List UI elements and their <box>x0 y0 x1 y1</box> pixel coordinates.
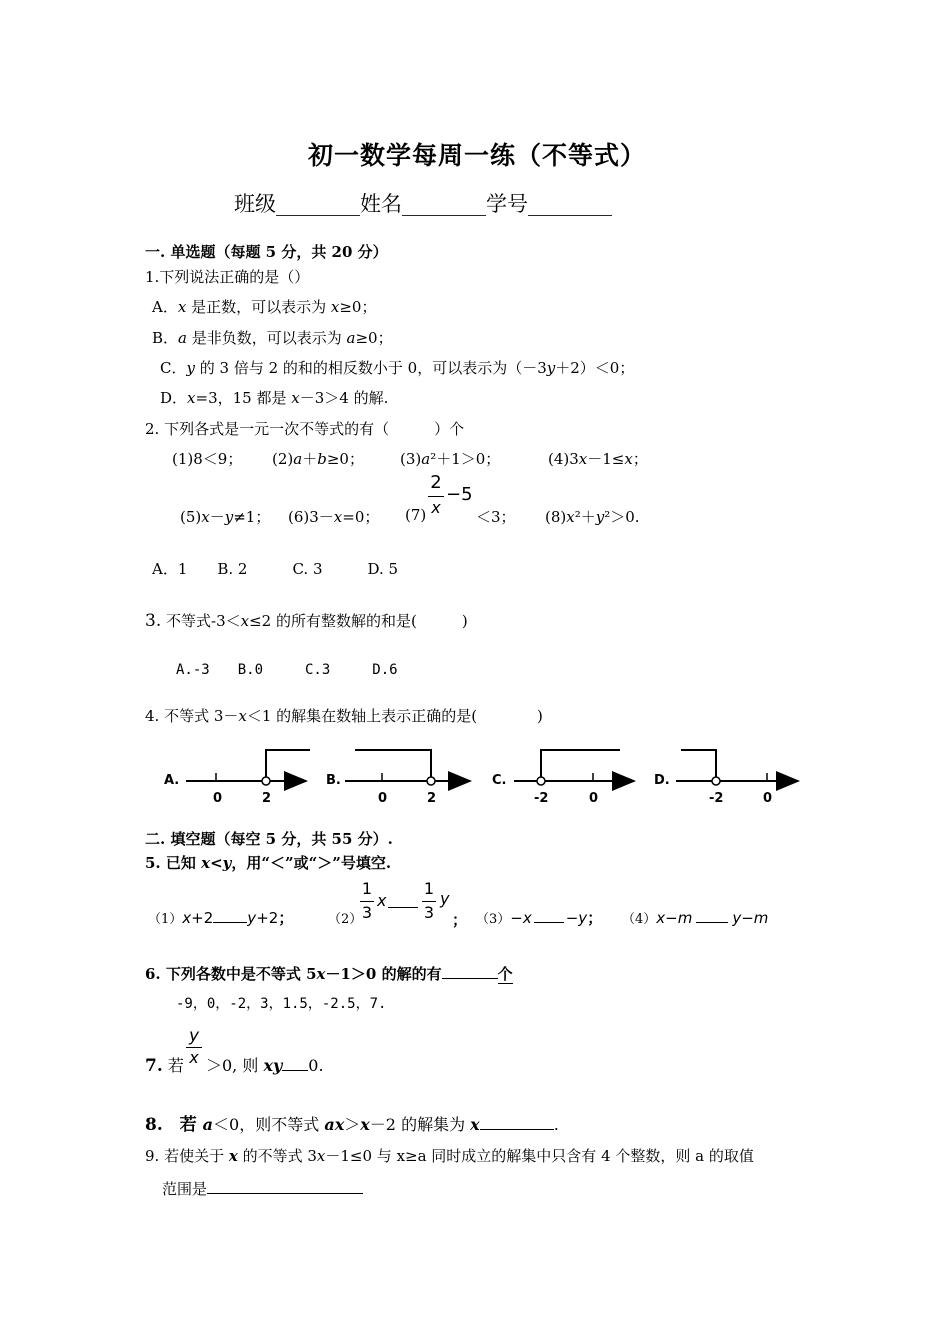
question-5-part-2-left-var: x <box>377 891 387 910</box>
question-9-line-2: 范围是 <box>162 1177 363 1199</box>
question-5-part-3: （3）−x −y； <box>476 906 602 928</box>
section-2-heading: 二. 填空题（每空 5 分，共 55 分）. <box>145 830 393 848</box>
question-5-stem: 5. 已知 x<y，用“＜”或“＞”号填空. <box>145 854 392 872</box>
number-line-a-tick-2: 2 <box>262 791 272 806</box>
question-5-part-1: （1）x+2 y+2； <box>148 906 293 928</box>
question-7-prefix: 7. 若 <box>145 1056 184 1076</box>
question-2-item-6: (6)3－x=0； <box>288 508 380 526</box>
question-5-part-3-blank[interactable] <box>534 906 564 923</box>
number-line-a <box>164 750 310 806</box>
question-1-option-a: A．x 是正数，可以表示为 x≥0； <box>152 298 377 316</box>
question-5-part-4-blank[interactable] <box>696 906 728 923</box>
question-5-part-2-bar-2 <box>422 901 436 902</box>
question-6-stem: 6. 下列各数中是不等式 5x－1＞0 的解的有 个 <box>145 962 513 984</box>
section-1-heading: 一. 单选题（每题 5 分，共 20 分） <box>145 243 388 261</box>
question-5-part-2-blank[interactable] <box>388 891 418 908</box>
number-line-c-label: C. <box>492 773 507 788</box>
question-5-part-4: （4）x−m y−m <box>622 906 768 927</box>
number-line-a-tick-1: 0 <box>213 791 223 806</box>
question-2-stem: 2. 下列各式是一元一次不等式的有（ ）个 <box>145 420 465 438</box>
question-2-item-1: (1)8＜9； <box>172 450 243 468</box>
number-line-d <box>654 750 798 806</box>
question-1-option-d: D．x=3，15 都是 x－3＞4 的解. <box>160 389 389 407</box>
question-2-item-7-rel: ＜3； <box>476 508 516 526</box>
question-2-item-2: (2)a＋b≥0； <box>272 450 364 468</box>
question-5-part-2-den-1: 3 <box>361 903 373 922</box>
question-5-part-1-blank[interactable] <box>213 906 247 923</box>
question-5-part-2-label: （2） <box>328 912 363 927</box>
question-3-options: A.-3 B.0 C.3 D.6 <box>176 662 398 678</box>
number-line-a-label: A. <box>164 773 180 788</box>
number-line-c-tick-2: 0 <box>589 791 599 806</box>
question-2-item-4: (4)3x－1≤x； <box>548 450 648 468</box>
question-2-item-7-minus: −5 <box>446 484 473 505</box>
question-7-blank[interactable] <box>282 1054 308 1071</box>
number-line-b-label: B. <box>326 773 341 788</box>
question-5-part-2-num-1: 1 <box>361 879 373 898</box>
question-2-item-5: (5)x－y≠1； <box>180 508 271 526</box>
question-2-item-7-fraction-bar <box>428 496 444 497</box>
question-8: 8. 若 a＜0，则不等式 ax＞x－2 的解集为 x . <box>145 1115 559 1135</box>
question-5-part-2-den-2: 3 <box>423 903 435 922</box>
question-9-blank[interactable] <box>207 1177 363 1194</box>
question-9-line-1: 9. 若使关于 x 的不等式 3x－1≤0 与 x≥a 同时成立的解集中只含有 4 个整数，则 a 的取值 <box>145 1147 754 1165</box>
student-info-line: 班级________姓名________学号________ <box>234 192 612 216</box>
question-2-options: A．1 B. 2 C. 3 D. 5 <box>152 560 399 578</box>
question-1-stem: 1.下列说法正确的是（） <box>145 268 310 286</box>
question-4-number-lines <box>0 740 950 810</box>
question-1-option-b: B．a 是非负数，可以表示为 a≥0； <box>152 329 393 347</box>
number-line-d-tick-2: 0 <box>763 791 773 806</box>
question-6-blank[interactable] <box>442 962 498 979</box>
question-2-item-7-label: (7) <box>405 506 427 524</box>
question-2-item-8: (8)x²＋y²＞0. <box>545 508 640 526</box>
question-8-blank[interactable] <box>480 1113 554 1130</box>
number-line-c <box>492 750 634 806</box>
question-5-part-2-bar-1 <box>360 901 374 902</box>
question-5-part-2-semicolon: ； <box>452 911 468 929</box>
number-line-d-label: D. <box>654 773 670 788</box>
question-2-item-3: (3)a²＋1＞0； <box>400 450 501 468</box>
number-line-d-tick-1: -2 <box>709 791 724 806</box>
number-line-b <box>326 750 470 806</box>
number-line-b-tick-2: 2 <box>427 791 437 806</box>
question-7-denominator: x <box>189 1048 199 1067</box>
question-7-numerator: y <box>188 1026 200 1046</box>
question-2-item-7-numerator: 2 <box>430 472 442 493</box>
question-4-stem: 4. 不等式 3－x＜1 的解集在数轴上表示正确的是( ) <box>145 707 543 725</box>
number-line-b-tick-1: 0 <box>378 791 388 806</box>
page-title: 初一数学每周一练（不等式） <box>308 141 647 170</box>
number-line-c-tick-1: -2 <box>534 791 549 806</box>
question-3-stem: 3. 不等式-3＜x≤2 的所有整数解的和是( ) <box>145 611 468 631</box>
question-2-item-7-denominator: x <box>431 498 441 517</box>
question-1-option-c: C．y 的 3 倍与 2 的和的相反数小于 0，可以表示为（－3y＋2）＜0； <box>160 359 635 377</box>
question-5-part-2-right-var: y <box>440 889 450 908</box>
question-6-numbers: -9，0，-2，3，1.5，-2.5，7. <box>176 996 387 1012</box>
question-7-condition: ＞0, 则 xy 0. <box>206 1056 324 1075</box>
question-5-part-2-num-2: 1 <box>423 879 435 898</box>
